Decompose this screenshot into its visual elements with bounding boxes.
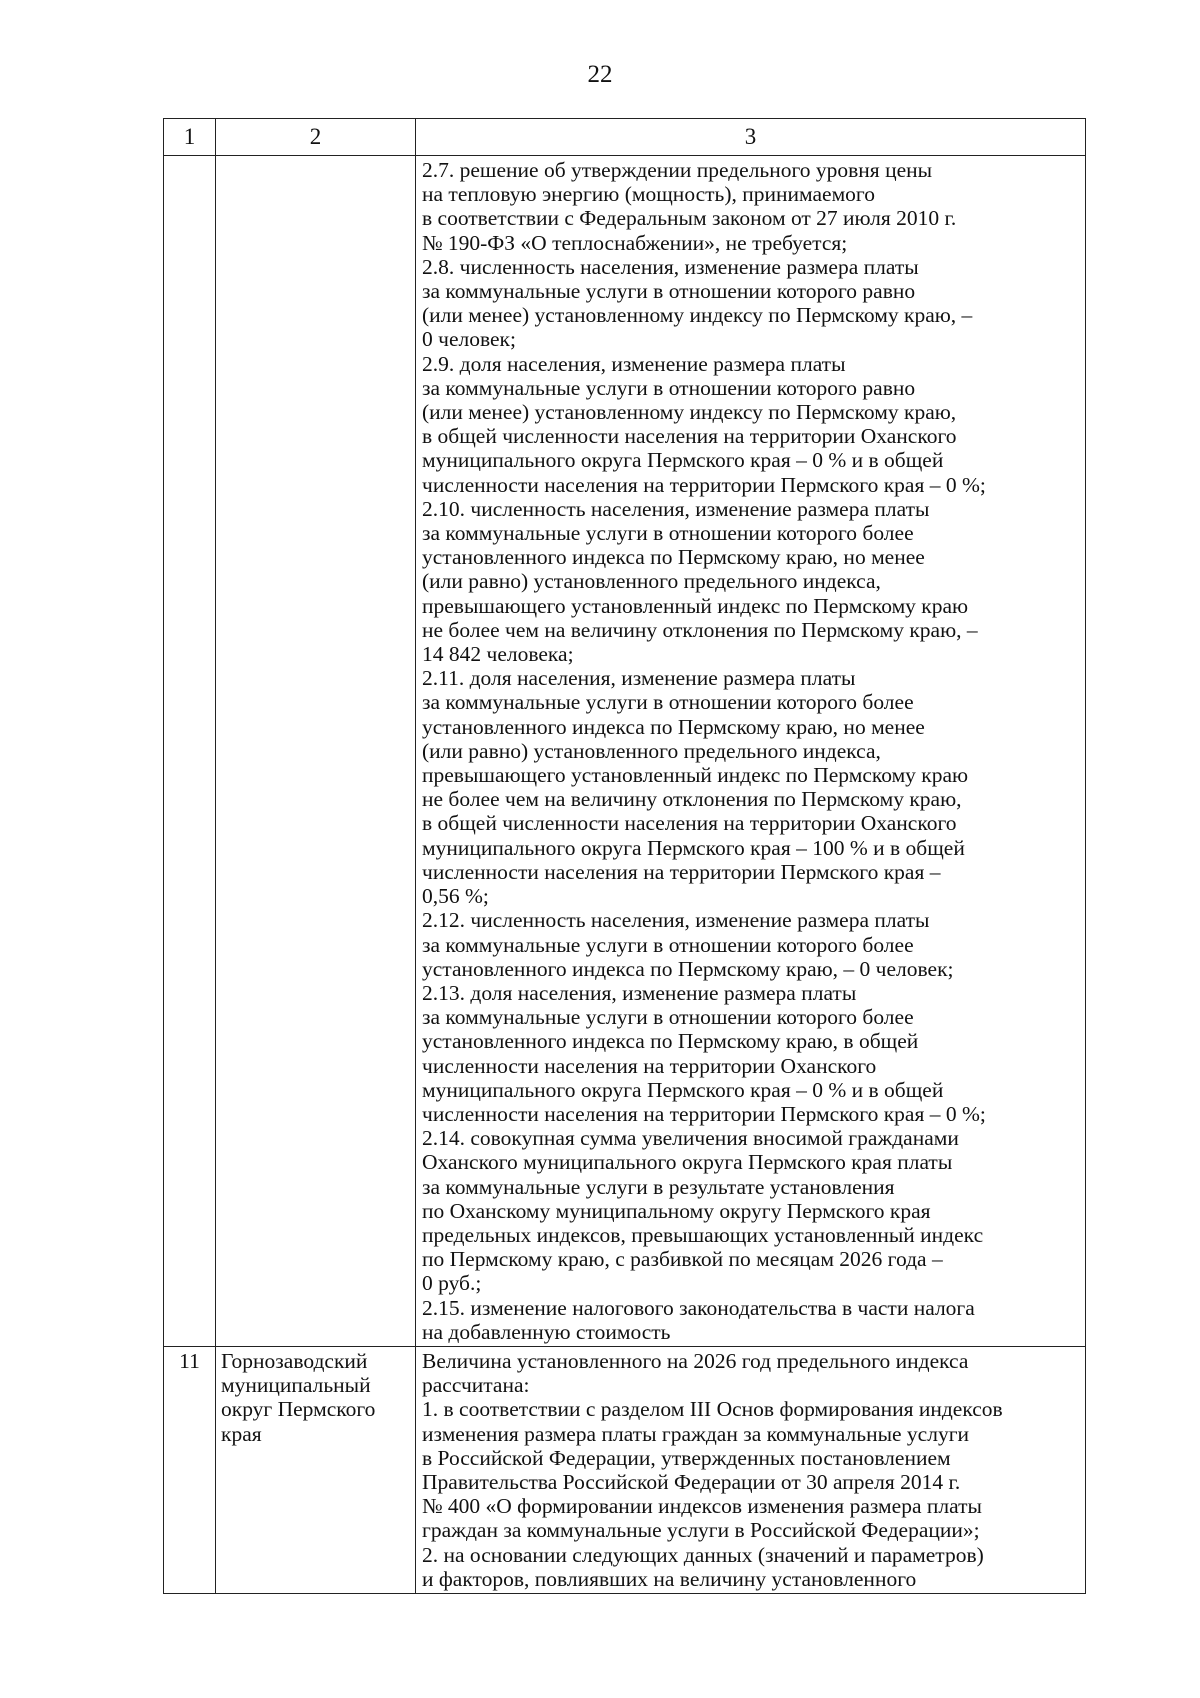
text-line: (или равно) установленного предельного индекса, bbox=[422, 569, 881, 594]
text-line: 2.8. численность населения, изменение размера платы bbox=[422, 254, 919, 279]
text-line: 0 человек; bbox=[422, 327, 516, 352]
row-number-cell bbox=[164, 156, 216, 1347]
territory-name-cell bbox=[216, 156, 416, 1347]
text-line: численности населения на территории Пермского края – bbox=[422, 859, 941, 884]
text-line: 0,56 %; bbox=[422, 884, 489, 909]
text-line: (или менее) установленному индексу по Пермскому краю, – bbox=[422, 303, 973, 328]
row-number-cell: 11 bbox=[164, 1346, 216, 1593]
text-line: муниципального округа Пермского края – 0 % и в общей bbox=[422, 448, 944, 473]
text-line: в общей численности населения на территории Оханского bbox=[422, 424, 957, 449]
text-line: № 190-ФЗ «О теплоснабжении», не требуется; bbox=[422, 230, 848, 255]
text-line: не более чем на величину отклонения по Пермскому краю, – bbox=[422, 617, 978, 642]
text-line: превышающего установленный индекс по Пермскому краю bbox=[422, 593, 969, 618]
text-line: 1. в соответствии с разделом III Основ формирования индексов bbox=[422, 1397, 1003, 1422]
text-line: за коммунальные услуги в отношении которого более bbox=[422, 690, 914, 715]
text-line: превышающего установленный индекс по Пермскому краю bbox=[422, 763, 969, 788]
text-line: (или равно) установленного предельного индекса, bbox=[422, 738, 881, 763]
text-line: 2.9. доля населения, изменение размера платы bbox=[422, 351, 846, 376]
text-line: 2.13. доля населения, изменение размера платы bbox=[422, 980, 857, 1005]
text-line: № 400 «О формировании индексов изменения размера платы bbox=[422, 1494, 982, 1519]
page-number: 22 bbox=[587, 61, 613, 88]
text-line: за коммунальные услуги в отношении которого более bbox=[422, 1005, 914, 1030]
text-line: за коммунальные услуги в отношении которого более bbox=[422, 932, 914, 957]
text-line: Правительства Российской Федерации от 30 апреля 2014 г. bbox=[422, 1469, 961, 1494]
territory-name-cell bbox=[216, 1346, 416, 1593]
text-line: и факторов, повлиявших на величину установленного bbox=[422, 1566, 917, 1591]
text-line: на добавленную стоимость bbox=[422, 1319, 671, 1344]
index-table bbox=[163, 118, 1086, 1594]
text-line: 2.10. численность населения, изменение размера платы bbox=[422, 496, 930, 521]
text-line: по Пермскому краю, с разбивкой по месяцам 2026 года – bbox=[422, 1247, 943, 1272]
header-col-2: 2 bbox=[216, 119, 416, 156]
text-line: за коммунальные услуги в отношении которого более bbox=[422, 521, 914, 546]
text-line: 2.14. совокупная сумма увеличения вносимой гражданами bbox=[422, 1126, 959, 1151]
text-line: не более чем на величину отклонения по Пермскому краю, bbox=[422, 787, 962, 812]
text-line: (или менее) установленному индексу по Пермскому краю, bbox=[422, 400, 957, 425]
table-row bbox=[164, 1346, 1086, 1593]
text-line: на тепловую энергию (мощность), принимаемого bbox=[422, 182, 875, 207]
table-row bbox=[164, 156, 1086, 1347]
text-line: предельных индексов, превышающих установленный индекс bbox=[422, 1222, 984, 1247]
text-line: установленного индекса по Пермскому краю, но менее bbox=[422, 714, 925, 739]
header-col-1: 1 bbox=[164, 119, 216, 156]
description-cell bbox=[416, 1346, 1086, 1593]
text-line: Величина установленного на 2026 год предельного индекса bbox=[422, 1348, 969, 1373]
text-line: граждан за коммунальные услуги в Российской Федерации»; bbox=[422, 1518, 980, 1543]
text-line: численности населения на территории Пермского края – 0 %; bbox=[422, 472, 986, 497]
text-line: рассчитана: bbox=[422, 1373, 530, 1398]
text-line: за коммунальные услуги в отношении которого равно bbox=[422, 375, 916, 400]
text-line: 0 руб.; bbox=[422, 1271, 482, 1296]
text-line: в Российской Федерации, утвержденных постановлением bbox=[422, 1445, 951, 1470]
text-line: муниципальный bbox=[221, 1373, 371, 1398]
text-line: установленного индекса по Пермскому краю, но менее bbox=[422, 545, 925, 570]
text-line: Оханского муниципального округа Пермского края платы bbox=[422, 1150, 953, 1175]
text-line: 2.12. численность населения, изменение размера платы bbox=[422, 908, 930, 933]
description-cell bbox=[416, 156, 1086, 1347]
header-col-3: 3 bbox=[416, 119, 1086, 156]
text-line: численности населения на территории Оханского bbox=[422, 1053, 877, 1078]
text-line: 2.15. изменение налогового законодательства в части налога bbox=[422, 1295, 975, 1320]
text-line: 2.7. решение об утверждении предельного уровня цены bbox=[422, 158, 933, 182]
text-line: изменения размера платы граждан за коммунальные услуги bbox=[422, 1421, 970, 1446]
text-line: округ Пермского bbox=[221, 1397, 376, 1422]
text-line: установленного индекса по Пермскому краю, – 0 человек; bbox=[422, 956, 954, 981]
text-line: установленного индекса по Пермскому краю, в общей bbox=[422, 1029, 919, 1054]
text-line: 14 842 человека; bbox=[422, 642, 574, 667]
text-line: края bbox=[221, 1421, 262, 1446]
text-line: муниципального округа Пермского края – 100 % и в общей bbox=[422, 835, 965, 860]
text-line: муниципального округа Пермского края – 0 % и в общей bbox=[422, 1077, 944, 1102]
table-header-row bbox=[164, 119, 1086, 156]
text-line: за коммунальные услуги в отношении которого равно bbox=[422, 279, 916, 304]
text-line: в соответствии с Федеральным законом от 27 июля 2010 г. bbox=[422, 206, 957, 231]
text-line: 2.11. доля населения, изменение размера платы bbox=[422, 666, 856, 691]
text-line: в общей численности населения на территории Оханского bbox=[422, 811, 957, 836]
text-line: численности населения на территории Пермского края – 0 %; bbox=[422, 1101, 986, 1126]
text-line: 2. на основании следующих данных (значений и параметров) bbox=[422, 1542, 984, 1567]
text-line: Горнозаводский bbox=[221, 1348, 368, 1373]
text-line: за коммунальные услуги в результате установления bbox=[422, 1174, 895, 1199]
text-line: по Оханскому муниципальному округу Пермского края bbox=[422, 1198, 931, 1223]
